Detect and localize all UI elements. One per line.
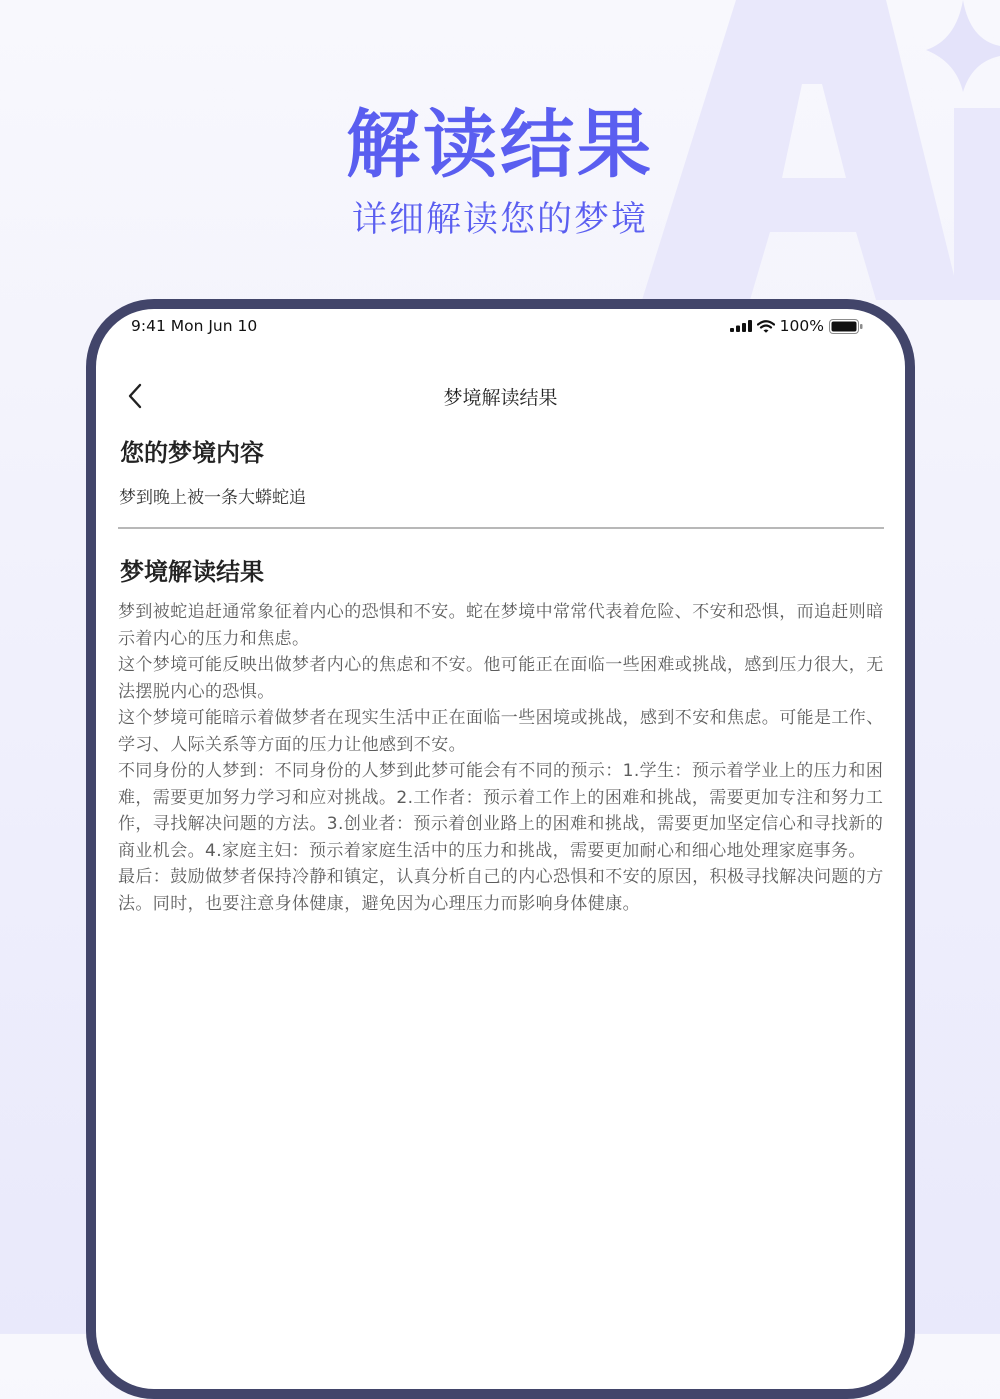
wifi-icon [757,320,775,333]
interpretation-body [118,599,884,917]
nav-title: 梦境解读结果 [443,387,558,409]
interpretation-paragraph: 梦到被蛇追赶通常象征着内心的恐惧和不安。蛇在梦境中常常代表着危险、不安和恐惧，而追赶则暗示着内心的压力和焦虑。 [118,602,884,649]
dream-content-text: 梦到晚上被一条大蟒蛇追 [119,488,306,508]
interpretation-paragraph: 这个梦境可能暗示着做梦者在现实生活中正在面临一些困境或挑战，感到不安和焦虑。可能是工作、学习、人际关系等方面的压力让他感到不安。 [118,708,884,755]
battery-icon [829,319,863,334]
interpretation-paragraph: 最后：鼓励做梦者保持冷静和镇定，认真分析自己的内心恐惧和不安的原因，积极寻找解决问题的方法。同时，也要注意身体健康，避免因为心理压力而影响身体健康。 [118,867,884,914]
status-bar [96,309,905,343]
interpretation-paragraph: 不同身份的人梦到：不同身份的人梦到此梦可能会有不同的预示：1.学生：预示着学业上的压力和困难，需要更加努力学习和应对挑战。2.工作者：预示着工作上的困难和挑战，需要更加专注和努力工作，寻找解决问题的方法。3.创业者：预示着创业路上的困难和挑战，需要更加坚定信心和寻找新的商业机会。4.家庭主妇：预示着家庭生活中的压力和挑战，需要更加耐心和细心地处理家庭事务。 [118,761,884,861]
tablet-frame [86,299,915,1399]
interpretation-heading: 梦境解读结果 [120,558,264,586]
dream-content-heading: 您的梦境内容 [120,439,264,467]
status-time: 9:41 Mon Jun 10 [131,317,258,335]
cellular-signal-icon [730,320,752,332]
hero-title: 解读结果 [346,102,654,188]
tablet-screen [96,309,905,1389]
battery-percentage: 100% [779,317,824,335]
section-divider [118,527,884,529]
hero-subtitle: 详细解读您的梦境 [351,200,648,240]
interpretation-paragraph: 这个梦境可能反映出做梦者内心的焦虑和不安。他可能正在面临一些困难或挑战，感到压力很大，无法摆脱内心的恐惧。 [118,655,884,702]
navigation-bar [96,375,905,415]
hero-header [0,0,1000,300]
status-indicators [730,317,863,335]
